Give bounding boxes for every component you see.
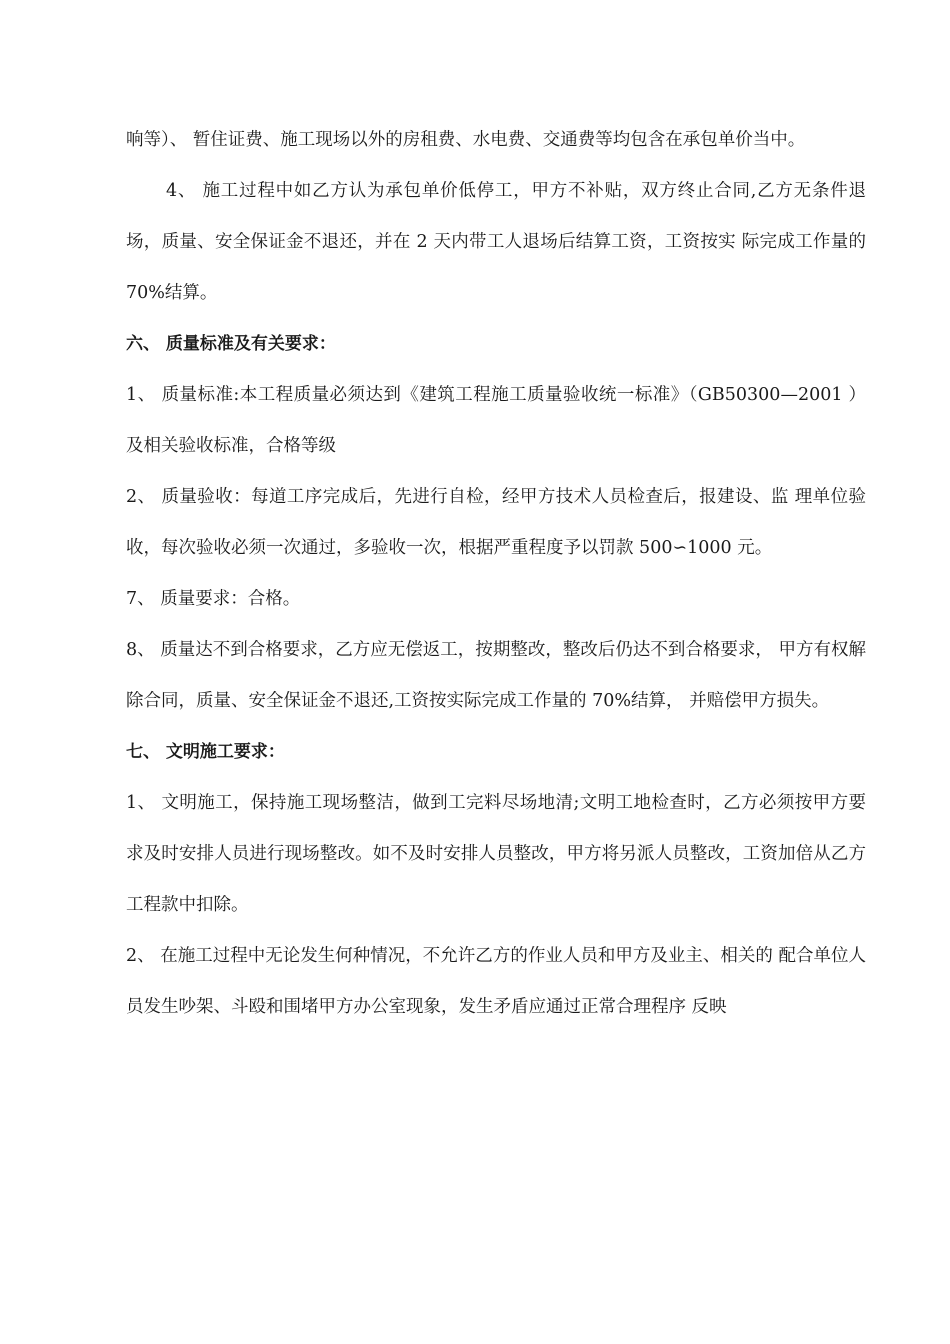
section-heading-quality: 六、 质量标准及有关要求： (126, 334, 336, 354)
paragraph-item-4: 4、 施工过程中如乙方认为承包单价低停工，甲方不补贴，双方终止合同,乙方无条件退场，质量、安全保证金不退还，并在 2 天内带工人退场后结算工资，工资按实 际完成工作量的 70%结算。 (126, 181, 866, 303)
paragraph-fees: 响等）、 暂住证费、施工现场以外的房租费、水电费、交通费等均包含在承包单价当中。 (126, 130, 806, 150)
paragraph-conduct: 2、 在施工过程中无论发生何种情况，不允许乙方的作业人员和甲方及业主、相关的 配合单位人员发生吵架、斗殴和围堵甲方办公室现象，发生矛盾应通过正常合理程序 反映 (126, 946, 866, 1017)
section-heading-civilized: 七、 文明施工要求： (126, 742, 285, 762)
paragraph-quality-rework: 8、 质量达不到合格要求，乙方应无偿返工，按期整改，整改后仍达不到合格要求， 甲方有权解除合同，质量、安全保证金不退还,工资按实际完成工作量的 70%结算， 并赔偿甲方损失。 (126, 640, 866, 711)
paragraph-quality-standard: 1、 质量标准:本工程质量必须达到《建筑工程施工质量验收统一标准》（GB50300—2001 ）及相关验收标准，合格等级 (126, 385, 866, 456)
paragraph-quality-requirement: 7、 质量要求：合格。 (126, 589, 301, 609)
document-body (126, 115, 866, 1033)
paragraph-civilized-construction: 1、 文明施工，保持施工现场整洁，做到工完料尽场地清;文明工地检查时，乙方必须按甲方要求及时安排人员进行现场整改。如不及时安排人员整改，甲方将另派人员整改，工资加倍从乙方工程款中扣除。 (126, 793, 866, 915)
paragraph-quality-acceptance: 2、 质量验收：每道工序完成后，先进行自检，经甲方技术人员检查后，报建设、监 理单位验收，每次验收必须一次通过，多验收一次，根据严重程度予以罚款 500∽1000 元。 (126, 487, 866, 558)
